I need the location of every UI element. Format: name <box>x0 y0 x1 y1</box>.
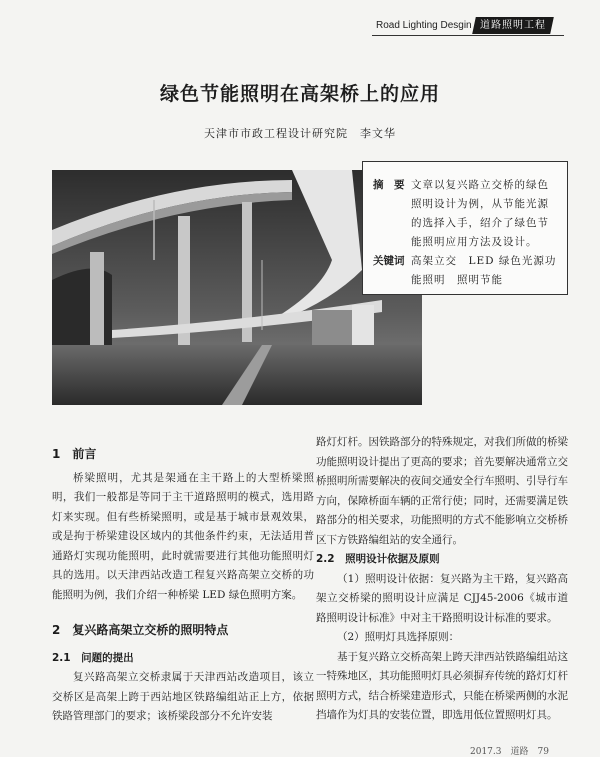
header-english-title: Road Lighting Desgin <box>376 20 472 31</box>
section-2-2-heading: 2.2 照明设计依据及原则 <box>316 553 440 565</box>
abstract-label: 摘 要 <box>373 179 405 191</box>
keywords-text: 高架立交 LED 绿色光源功能照明 照明节能 <box>411 255 557 286</box>
page-footer: 2017.3 道路 79 <box>470 747 549 757</box>
section-2-2-paragraph-2: （2）照明灯具选择原则： <box>337 631 460 643</box>
body-right-column <box>316 433 568 726</box>
abstract-box <box>362 161 568 295</box>
section-1-paragraph: 桥梁照明，尤其是架通在主干路上的大型桥梁照明，我们一般都是等同于主干道路照明的模式，选用路灯来实现。但有些桥梁照明，或是基于城市景观效果，或是拘于桥梁建设区域内的其他条件约束，无法适用普通路灯实现功能照明，此时就需要进行其他功能照明灯具的选用。以天津西站改造工程复兴路高架立交桥的功能照明为例，我们介绍一种桥梁 LED 绿色照明方案。 <box>52 471 314 601</box>
section-2-1-paragraph-continued: 路灯灯杆。因铁路部分的特殊规定，对我们所做的桥梁功能照明设计提出了更高的要求；首先要解决通常立交桥照明所需要解决的夜间交通安全行车照明、引导行车方向，保障桥面车辆的正常行使；同时，还需要满足铁路部分的相关要求，功能照明的方式不能影响立交桥桥区下方铁路编组站的安全通行。 <box>316 436 568 546</box>
section-1-heading: 1 前言 <box>52 447 97 461</box>
keywords-row <box>373 252 557 290</box>
header-divider <box>372 35 564 36</box>
section-2-2-paragraph-1: （1）照明设计依据：复兴路为主干路，复兴路高架立交桥梁的照明设计应满足 CJJ45-2006《城市道路照明设计标准》中对主干路照明设计标准的要求。 <box>316 572 568 624</box>
abstract-row <box>373 176 557 252</box>
section-2-1-paragraph: 复兴路高架立交桥隶属于天津西站改造项目，该立交桥区是高架上跨于西站地区铁路编组站正上方，依据铁路管理部门的要求；该桥梁段部分不允许安装 <box>52 671 314 722</box>
section-2-heading: 2 复兴路高架立交桥的照明特点 <box>52 623 229 637</box>
section-2-2-paragraph-3: 基于复兴路立交桥高架上跨天津西站铁路编组站这一特殊地区，其功能照明灯具必须摒弃传统的路灯灯杆照明方式，结合桥梁建造形式，只能在桥梁两侧的水泥挡墙作为灯具的安装位置，即选用低位置照明灯具。 <box>316 650 568 721</box>
header-tag-label: 道路照明工程 <box>480 20 546 31</box>
abstract-text: 文章以复兴路立交桥的绿色照明设计为例，从节能光源的选择入手，绍介了绿色节能照明应用方法及设计。 <box>411 179 549 248</box>
keywords-label: 关键词 <box>373 255 405 267</box>
article-author: 天津市市政工程设计研究院 李文华 <box>204 127 396 140</box>
section-2-1-heading: 2.1 问题的提出 <box>52 651 134 664</box>
body-left-column <box>52 445 314 727</box>
header-section-tag <box>472 17 554 34</box>
article-title: 绿色节能照明在高架桥上的应用 <box>159 83 440 105</box>
